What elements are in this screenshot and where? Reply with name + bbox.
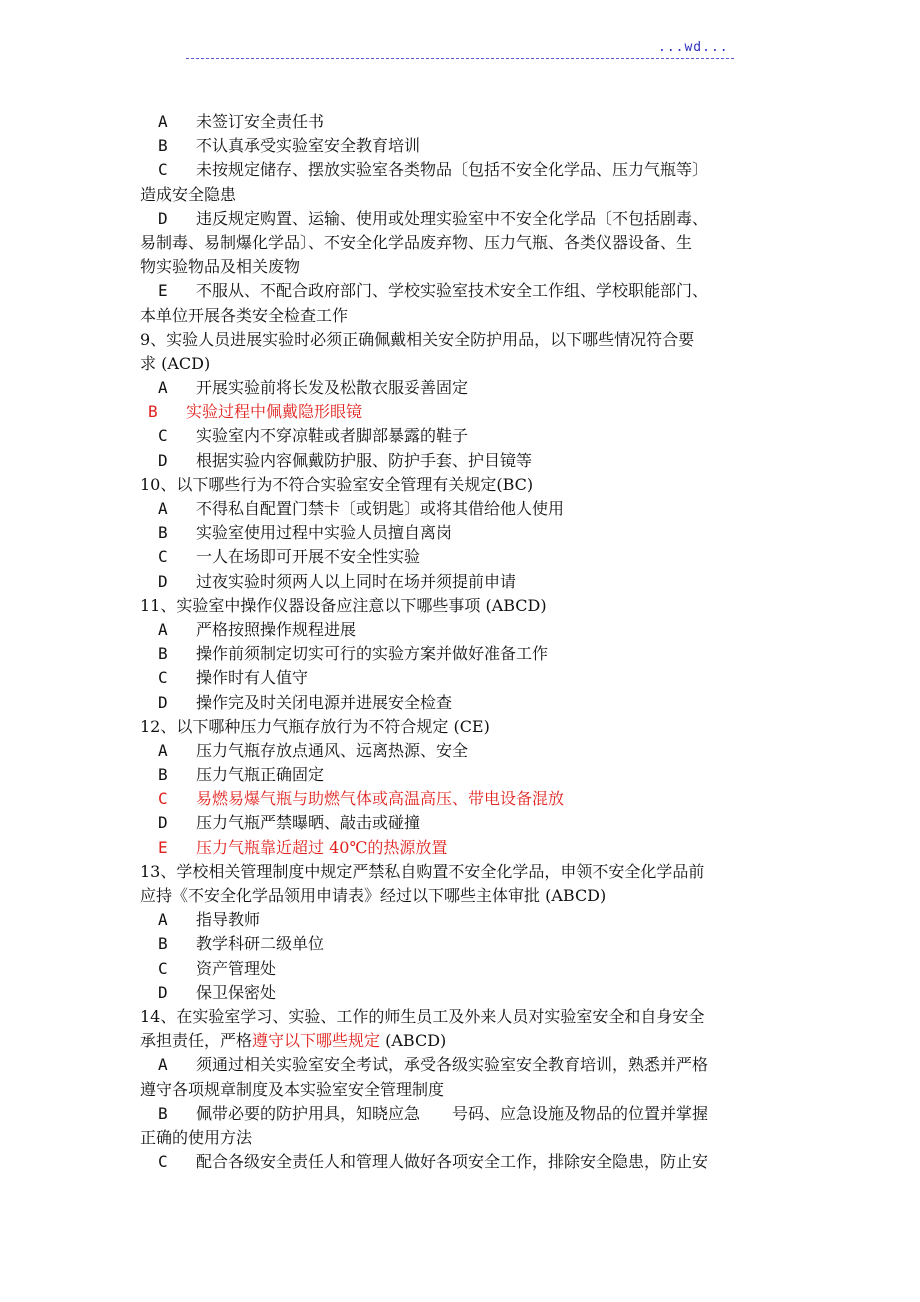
line-text: 易制毒、易制爆化学品〕、不安全化学品废弃物、压力气瓶、各类仪器设备、生 bbox=[140, 232, 693, 252]
line-text: 12、以下哪种压力气瓶存放行为不符合规定 (CE) bbox=[140, 716, 490, 736]
option-text: 操作前须制定切实可行的实验方案并做好准备工作 bbox=[196, 644, 549, 664]
option-line bbox=[140, 279, 792, 303]
option-line bbox=[140, 207, 792, 231]
option-line bbox=[140, 739, 792, 763]
option-letter: C bbox=[158, 958, 168, 978]
option-letter: A bbox=[158, 499, 168, 518]
option-letter: C bbox=[158, 1152, 168, 1172]
option-line bbox=[140, 618, 792, 642]
option-letter: D bbox=[158, 982, 168, 1002]
option-line bbox=[140, 521, 792, 545]
option-text: 配合各级安全责任人和管理人做好各项安全工作，排除安全隐患，防止安 bbox=[196, 1152, 709, 1172]
option-line bbox=[140, 134, 792, 158]
line-text: 正确的使用方法 bbox=[140, 1127, 253, 1147]
option-letter: D bbox=[158, 571, 168, 591]
continuation-line bbox=[140, 1078, 792, 1102]
option-text: 须通过相关实验室安全考试，承受各级实验室安全教育培训，熟悉并严格 bbox=[196, 1055, 709, 1075]
option-line bbox=[140, 1102, 792, 1126]
option-letter: B bbox=[158, 523, 168, 543]
option-line bbox=[140, 763, 792, 787]
option-text: 不得私自配置门禁卡〔或钥匙〕或将其借给他人使用 bbox=[196, 499, 565, 518]
option-letter: E bbox=[158, 281, 168, 301]
option-letter: C bbox=[158, 160, 168, 180]
option-line bbox=[140, 836, 792, 860]
option-line bbox=[140, 400, 792, 424]
option-letter: C bbox=[158, 547, 168, 567]
question-line bbox=[140, 473, 792, 497]
line-text: 求 (ACD) bbox=[140, 353, 211, 373]
option-text: 操作时有人值守 bbox=[196, 668, 309, 688]
line-text: 承担责任，严格 bbox=[140, 1031, 253, 1051]
line-text: 造成安全隐患 bbox=[140, 184, 237, 204]
option-text: 一人在场即可开展不安全性实验 bbox=[196, 547, 421, 567]
continuation-line bbox=[140, 183, 792, 207]
document-body bbox=[140, 110, 792, 1174]
continuation-line bbox=[140, 1126, 792, 1150]
line-text: 物实验物品及相关废物 bbox=[140, 257, 301, 277]
option-text: 保卫保密处 bbox=[196, 982, 277, 1002]
option-letter: D bbox=[158, 450, 168, 470]
option-text: 不服从、不配合政府部门、学校实验室技术安全工作组、学校职能部门、 bbox=[196, 281, 709, 301]
option-line bbox=[140, 981, 792, 1005]
line-text: 10、以下哪些行为不符合实验室安全管理有关规定(BC) bbox=[140, 474, 534, 494]
question-line bbox=[140, 328, 792, 352]
continuation-line bbox=[140, 352, 792, 376]
line-text: 应持《不安全化学品领用申请表》经过以下哪些主体审批 (ABCD) bbox=[140, 886, 607, 905]
option-line bbox=[140, 497, 792, 521]
option-text: 违反规定购置、运输、使用或处理实验室中不安全化学品〔不包括剧毒、 bbox=[196, 208, 709, 228]
option-text: 不认真承受实验室安全教育培训 bbox=[196, 136, 421, 156]
option-text: 实验过程中佩戴隐形眼镜 bbox=[186, 402, 363, 422]
option-text: 未按规定储存、摆放实验室各类物品〔包括不安全化学品、压力气瓶等〕 bbox=[196, 160, 709, 180]
line-text: 13、学校相关管理制度中规定严禁私自购置不安全化学品，申领不安全化学品前 bbox=[140, 861, 705, 881]
option-text: 压力气瓶存放点通风、远离热源、安全 bbox=[196, 740, 469, 760]
option-letter: B bbox=[158, 1103, 168, 1123]
option-letter: A bbox=[158, 740, 168, 760]
option-text: 实验室内不穿凉鞋或者脚部暴露的鞋子 bbox=[196, 426, 469, 446]
option-text: 严格按照操作规程进展 bbox=[196, 619, 357, 639]
option-text: 开展实验前将长发及松散衣服妥善固定 bbox=[196, 378, 469, 398]
option-line bbox=[140, 787, 792, 811]
line-text: 遵守各项规章制度及本实验室安全管理制度 bbox=[140, 1079, 445, 1099]
option-line bbox=[140, 110, 792, 134]
option-letter: A bbox=[158, 1055, 168, 1075]
question-line bbox=[140, 594, 792, 618]
option-letter: B bbox=[158, 765, 168, 785]
option-text: 指导教师 bbox=[196, 910, 261, 930]
option-letter: B bbox=[148, 402, 158, 422]
option-line bbox=[140, 642, 792, 666]
line-text: 14、在实验室学习、实验、工作的师生员工及外来人员对实验室安全和自身安全 bbox=[140, 1006, 705, 1026]
continuation-line bbox=[140, 231, 792, 255]
option-text: 压力气瓶正确固定 bbox=[196, 765, 325, 785]
option-line bbox=[140, 932, 792, 956]
option-letter: D bbox=[158, 692, 168, 712]
option-letter: B bbox=[158, 934, 168, 954]
continuation-line bbox=[140, 1029, 792, 1053]
option-text: 过夜实验时须两人以上同时在场并须提前申请 bbox=[196, 571, 517, 591]
option-text: 压力气瓶严禁曝晒、敲击或碰撞 bbox=[196, 813, 421, 833]
option-letter: D bbox=[158, 208, 168, 228]
option-letter: B bbox=[158, 136, 168, 156]
question-line bbox=[140, 715, 792, 739]
option-line bbox=[140, 811, 792, 835]
option-text: 操作完及时关闭电源并进展安全检查 bbox=[196, 692, 453, 712]
option-line bbox=[140, 666, 792, 690]
continuation-line bbox=[140, 255, 792, 279]
option-line bbox=[140, 376, 792, 400]
option-letter: C bbox=[158, 789, 168, 809]
option-letter: A bbox=[158, 112, 168, 131]
option-text: 压力气瓶靠近超过 40℃的热源放置 bbox=[196, 837, 448, 857]
option-letter: A bbox=[158, 910, 168, 930]
question-line bbox=[140, 1005, 792, 1029]
line-text: 11、实验室中操作仪器设备应注意以下哪些事项 (ABCD) bbox=[140, 595, 547, 615]
option-line bbox=[140, 1150, 792, 1174]
option-line bbox=[140, 545, 792, 569]
option-line bbox=[140, 570, 792, 594]
continuation-line bbox=[140, 304, 792, 328]
option-letter: A bbox=[158, 378, 168, 398]
option-letter: C bbox=[158, 426, 168, 446]
header-watermark: ...wd... bbox=[658, 40, 729, 55]
option-text: 佩带必要的防护用具，知晓应急 号码、应急设施及物品的位置并掌握 bbox=[196, 1103, 709, 1123]
question-line bbox=[140, 860, 792, 884]
option-letter: C bbox=[158, 668, 168, 688]
option-letter: D bbox=[158, 813, 168, 833]
option-text: 未签订安全责任书 bbox=[196, 112, 325, 131]
continuation-line bbox=[140, 884, 792, 908]
option-letter: E bbox=[158, 837, 168, 857]
line-text: 9、实验人员进展实验时必须正确佩戴相关安全防护用品，以下哪些情况符合要 bbox=[140, 329, 695, 349]
line-text: 本单位开展各类安全检查工作 bbox=[140, 305, 349, 325]
option-text: 实验室使用过程中实验人员擅自离岗 bbox=[196, 523, 453, 543]
option-text: 易燃易爆气瓶与助燃气体或高温高压、带电设备混放 bbox=[196, 789, 565, 809]
option-letter: A bbox=[158, 619, 168, 639]
line-text: (ABCD) bbox=[380, 1031, 447, 1051]
option-line bbox=[140, 957, 792, 981]
option-letter: B bbox=[158, 644, 168, 664]
option-text: 资产管理处 bbox=[196, 958, 277, 978]
option-text: 根据实验内容佩戴防护服、防护手套、护目镜等 bbox=[196, 450, 533, 470]
option-line bbox=[140, 691, 792, 715]
highlighted-text: 遵守以下哪些规定 bbox=[252, 1031, 381, 1051]
header-dashed-rule bbox=[186, 58, 734, 59]
option-line bbox=[140, 158, 792, 182]
option-line bbox=[140, 424, 792, 448]
option-line bbox=[140, 908, 792, 932]
option-text: 教学科研二级单位 bbox=[196, 934, 325, 954]
option-line bbox=[140, 449, 792, 473]
option-line bbox=[140, 1053, 792, 1077]
